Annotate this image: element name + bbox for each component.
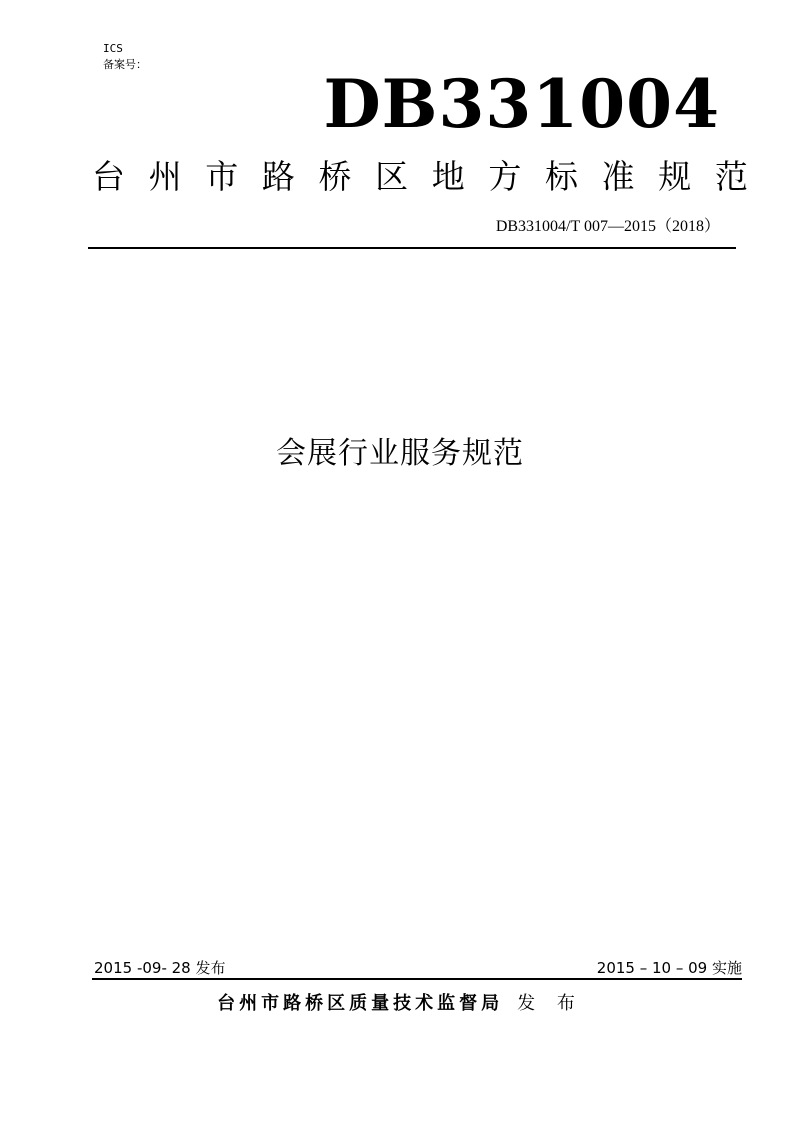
release-date: 2015 -09- 28 发布: [94, 959, 226, 977]
issuer-name: 台州市路桥区质量技术监督局: [217, 993, 504, 1014]
category-char: 州: [148, 157, 182, 196]
category-char: 桥: [318, 157, 352, 196]
category-char: 规: [658, 157, 692, 196]
implementation-date: 2015 – 10 – 09 实施: [596, 959, 742, 977]
standard-category-title: [92, 152, 748, 202]
standard-number: DB331004/T 007—2015（2018）: [495, 218, 720, 235]
issuing-authority: [0, 990, 800, 1018]
category-char: 路: [261, 157, 295, 196]
filing-number-label: 备案号：: [103, 58, 147, 71]
category-char: 市: [205, 157, 239, 196]
category-char: 方: [488, 157, 522, 196]
standard-code-heading: DB331004: [323, 65, 720, 143]
footer-divider: [92, 978, 742, 980]
document-title: 会展行业服务规范: [276, 436, 524, 471]
category-char: 范: [714, 157, 748, 196]
category-char: 区: [375, 157, 409, 196]
category-char: 地: [431, 157, 465, 196]
category-char: 标: [545, 157, 578, 196]
ics-label: ICS: [103, 42, 123, 55]
category-char: 台: [92, 157, 125, 196]
issuer-suffix: 发 布: [517, 993, 583, 1014]
header-divider: [88, 247, 736, 249]
category-char: 准: [601, 157, 635, 196]
